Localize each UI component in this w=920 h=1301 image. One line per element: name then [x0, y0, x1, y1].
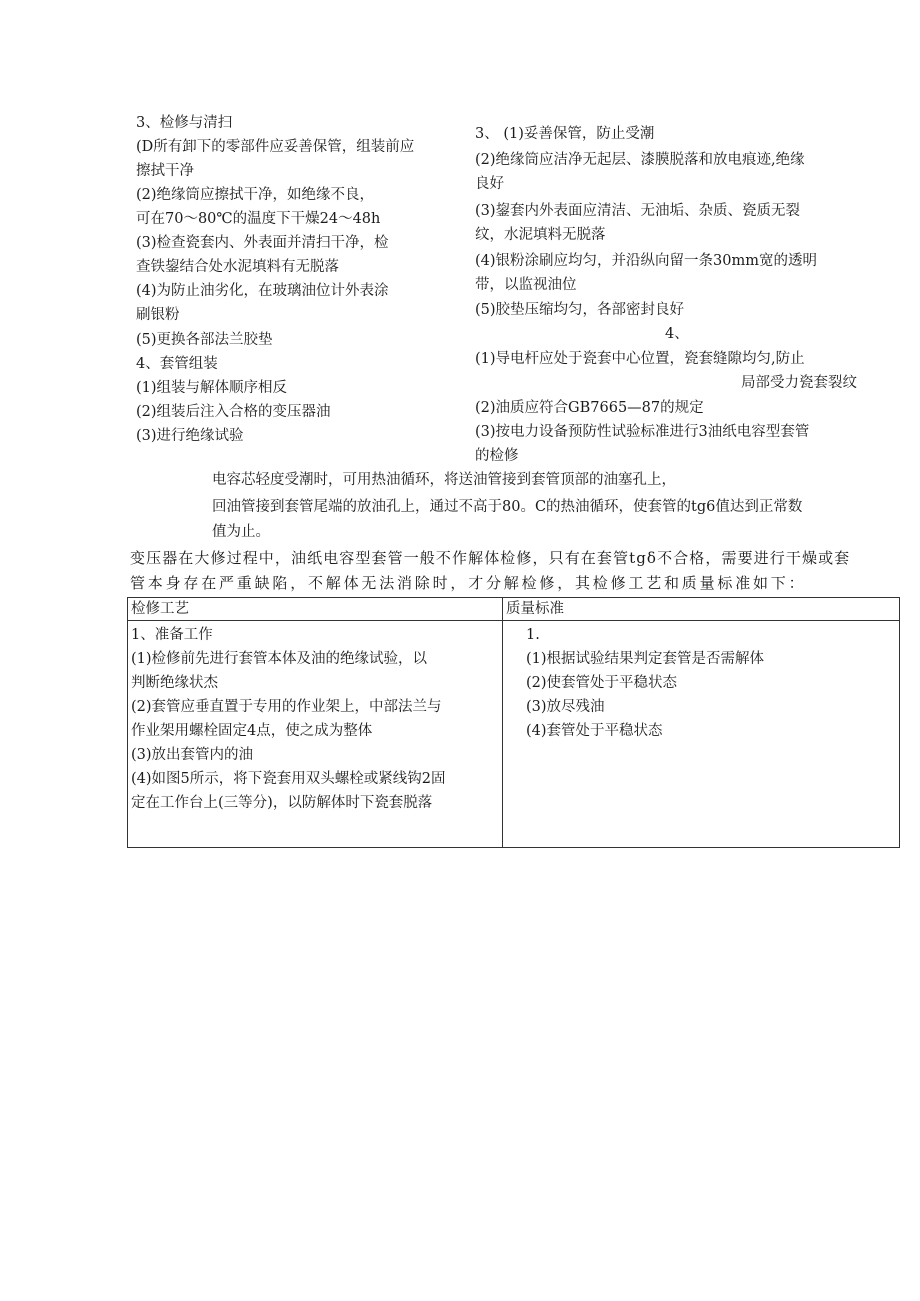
text-line: (4)套管处于平稳状态 [526, 723, 663, 739]
text-line: (4)银粉涂刷应均匀，并沿纵向留一条30mm宽的透明 [475, 253, 817, 269]
text-line: 刷银粉 [136, 307, 180, 323]
text-line: 擦拭干净 [136, 163, 194, 179]
maintenance-table [127, 597, 900, 848]
table-cell-process [131, 623, 446, 815]
text-line: (5)更换各部法兰胶垫 [136, 332, 273, 348]
text-line: (3)放出套管内的油 [131, 747, 254, 763]
text-line: 管本身存在严重缺陷，不解体无法消除时，才分解检修，其检修工艺和质量标准如下： [130, 574, 807, 592]
text-line: (3)进行绝缘试验 [136, 428, 244, 444]
table-header-process: 检修工艺 [131, 601, 189, 617]
text-line: 查铁鋆结合处水泥填料有无脱落 [136, 259, 339, 275]
text-line: 变压器在大修过程中，油纸电容型套管一般不作解体检修，只有在套管tgδ不合格，需要进行干燥或套 [130, 549, 851, 567]
text-line: (2)绝缘筒应洁净无起层、漆膜脱落和放电痕迹,绝缘 [475, 152, 805, 168]
text-line: (3)检查瓷套内、外表面并清扫干净，检 [136, 235, 389, 251]
text-line: 1、准备工作 [131, 627, 213, 643]
table-divider-vertical [502, 598, 503, 847]
text-line: (D所有卸下的零部件应妥善保管，组装前应 [136, 139, 415, 155]
text-line: (4)如图5所示，将下瓷套用双头螺栓或紧线钩2固 [131, 771, 446, 787]
text-line: (4)为防止油劣化，在玻璃油位计外表涂 [136, 283, 389, 299]
text-line: 电容芯轻度受潮时，可用热油循环，将送油管接到套管顶部的油塞孔上， [212, 472, 676, 488]
table-divider-horizontal [128, 620, 899, 621]
text-line: 1. [526, 627, 540, 643]
text-line: 值为止。 [212, 524, 270, 540]
text-line: (1)根据试验结果判定套管是否需解体 [526, 651, 765, 667]
text-line: 纹，水泥填料无脱落 [475, 227, 606, 243]
text-line: (3)鋆套内外表面应清洁、无油垢、杂质、瓷质无裂 [475, 203, 801, 219]
text-line: 判断绝缘状杰 [131, 675, 218, 691]
section-heading-maintenance: 3、检修与清扫 [136, 115, 233, 131]
text-line: (1)组装与解体顺序相反 [136, 380, 288, 396]
text-line: (3)按电力设备预防性试验标准进行3油纸电容型套管 [475, 424, 810, 440]
text-line: (2)套管应垂直置于专用的作业架上，中部法兰与 [131, 699, 442, 715]
text-line: 3、 (1)妥善保管，防止受潮 [475, 126, 655, 142]
text-line: 定在工作台上(三等分)，以防解体时下瓷套脱落 [131, 795, 433, 811]
text-line: 可在70～80℃的温度下干燥24～48h [136, 211, 381, 227]
section-number: 4、 [665, 326, 689, 342]
text-line: 良好 [475, 176, 504, 192]
text-line: 局部受力瓷套裂纹 [741, 375, 857, 391]
text-line: 回油管接到套管尾端的放油孔上，通过不高于80。C的热油循环，使套管的tg6值达到正常数 [212, 499, 803, 515]
text-line: (2)组装后注入合格的变压器油 [136, 404, 331, 420]
text-line: 带，以监视油位 [475, 277, 577, 293]
text-line: (1)检修前先进行套管本体及油的绝缘试验，以 [131, 651, 428, 667]
text-line: 的检修 [475, 448, 519, 464]
text-line: (1)导电杆应处于瓷套中心位置，瓷套缝隙均匀,防止 [475, 351, 805, 367]
text-line: 作业架用螺栓固定4点，使之成为整体 [131, 723, 373, 739]
text-line: (3)放尽残油 [526, 699, 605, 715]
table-header-standard: 质量标准 [506, 601, 564, 617]
text-line: (2)使套管处于平稳状态 [526, 675, 678, 691]
table-cell-standard [526, 623, 764, 743]
section-heading-assembly: 4、套管组装 [136, 356, 218, 372]
text-line: (2)油质应符合GB7665—87的规定 [475, 400, 704, 416]
text-line: (5)胶垫压缩均匀，各部密封良好 [475, 302, 685, 318]
text-line: (2)绝缘筒应擦拭干净，如绝缘不良， [136, 187, 375, 203]
